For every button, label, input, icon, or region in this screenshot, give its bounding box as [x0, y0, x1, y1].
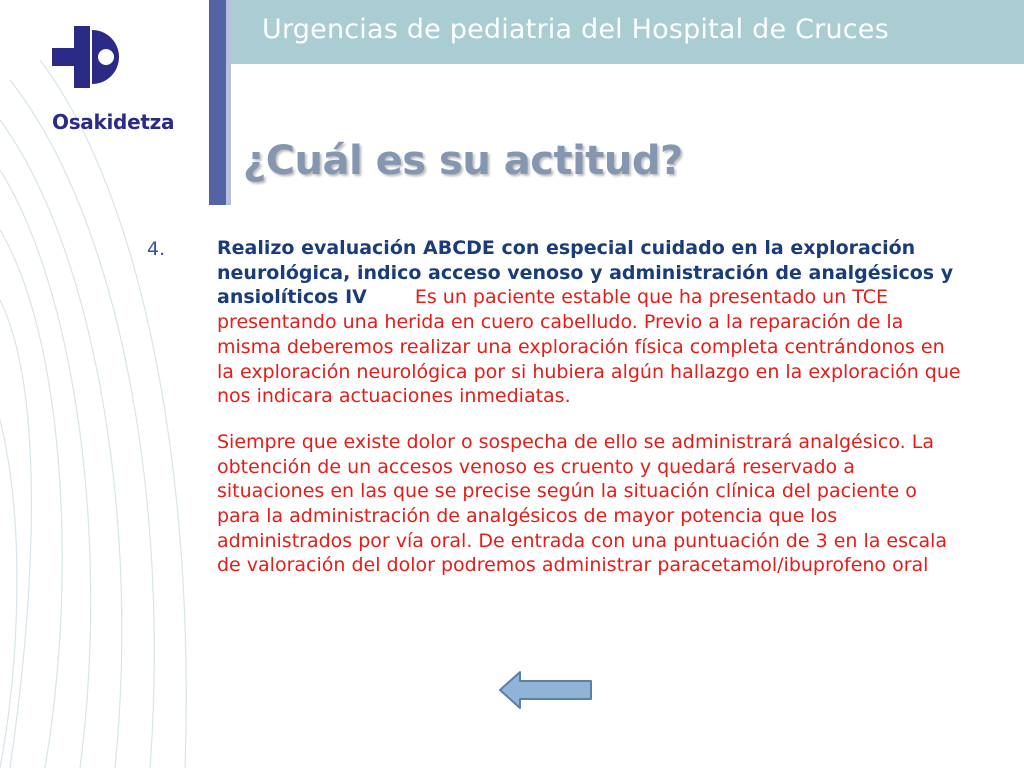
accent-bar-light: [226, 0, 231, 205]
list-item-number: 4.: [147, 238, 166, 260]
osakidetza-logo-icon: [52, 26, 122, 96]
explanation-paragraph-1: Es un paciente estable que ha presentado un TCE presentando una herida en cuero cabelludo. Previo a la reparación de la misma deberemos realizar una exploración física completa centrándonos en la exploración neurológica por si hubiera algún hallazgo en la exploración que nos indicara actuaciones inmediatas.: [217, 286, 961, 408]
back-arrow-button[interactable]: [498, 670, 594, 710]
answer-paragraph-1: [217, 236, 962, 409]
slide-title: ¿Cuál es su actitud?: [243, 138, 683, 184]
explanation-paragraph-2: Siempre que existe dolor o sospecha de ello se administrará analgésico. La obtención de un accesos venoso es cruento y quedará reservado a situaciones en las que se precise según la situación clínica del paciente o para la administración de analgésicos de mayor potencia que los administrados por vía oral. De entrada con una puntuación de 3 en la escala de valoración del dolor podremos administrar paracetamol/ibuprofeno oral: [217, 430, 948, 577]
answer-content: [217, 236, 962, 578]
header-title: Urgencias de pediatria del Hospital de Cruces: [262, 14, 889, 45]
logo-text: Osakidetza: [52, 110, 175, 134]
accent-bar: [209, 0, 226, 205]
left-arrow-icon: [500, 672, 591, 708]
answer-lead-text: Realizo evaluación ABCDE con especial cuidado en la exploración neurológica, indico acceso venoso y administración de analgésicos y ansiolíticos IV: [217, 237, 954, 309]
